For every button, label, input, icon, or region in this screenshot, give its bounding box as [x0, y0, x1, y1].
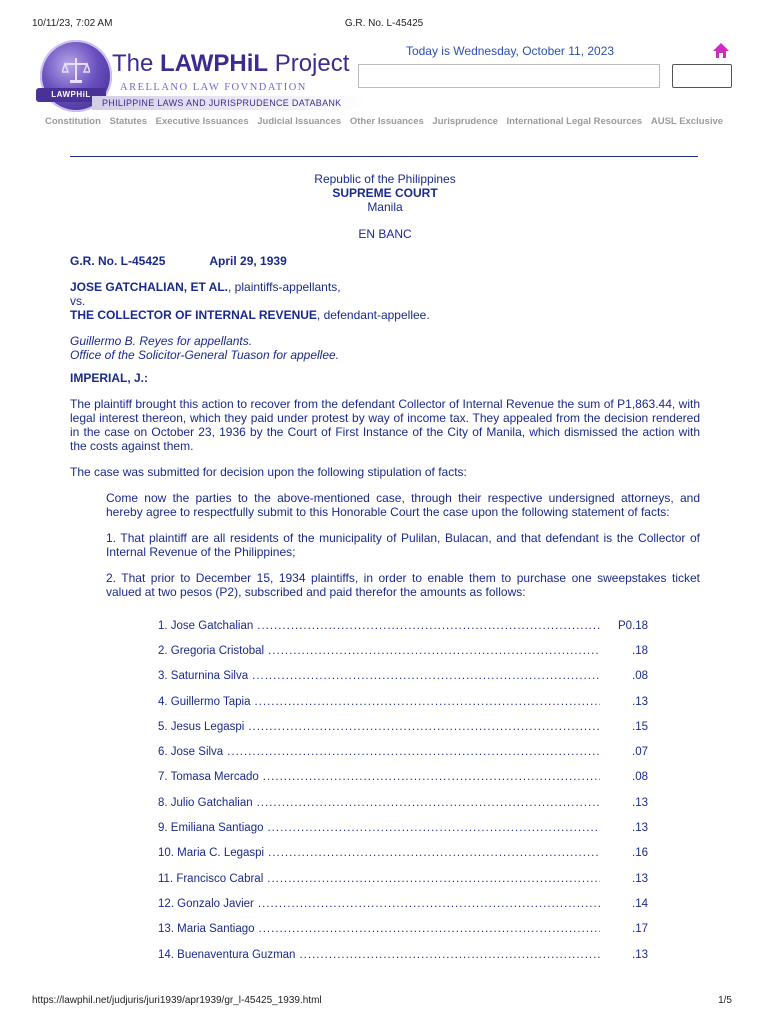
division-heading: EN BANC	[358, 227, 412, 241]
list-item: 14. Buenaventura Guzman ..... .13	[158, 942, 648, 967]
list-item: 1. Jose Gatchalian ..... P0.18	[158, 613, 648, 638]
list-item: 11. Francisco Cabral ..... .13	[158, 866, 648, 891]
list-item: 12. Gonzalo Javier ..... .14	[158, 891, 648, 916]
search-input[interactable]	[358, 64, 660, 88]
list-item: 4. Guillermo Tapia ..... .13	[158, 689, 648, 714]
today-date: Today is Wednesday, October 11, 2023	[405, 44, 615, 58]
contribution-list	[158, 613, 648, 967]
main-nav	[0, 116, 768, 127]
nav-statutes[interactable]: Statutes	[109, 116, 148, 127]
nav-ausl-exclusive[interactable]: AUSL Exclusive	[650, 116, 724, 127]
list-item: 13. Maria Santiago ..... .17	[158, 917, 648, 942]
stipulation-intro: Come now the parties to the above-mentioned case, through their respective undersigned attorneys, and hereby agree to respectfully submit to this Honorable Court the case upon the following statement of facts:	[106, 491, 700, 519]
list-item: 3. Saturnina Silva ..... .08	[158, 664, 648, 689]
decision-date: April 29, 1939	[209, 254, 287, 268]
scales-of-justice-icon	[62, 56, 90, 86]
site-title: The LAWPHiL Project	[112, 50, 350, 77]
case-line	[70, 254, 700, 268]
nav-judicial-issuances[interactable]: Judicial Issuances	[257, 116, 342, 127]
versus: vs.	[70, 294, 86, 308]
party-appellee: THE COLLECTOR OF INTERNAL REVENUE, defendant-appellee.	[70, 308, 430, 322]
lawphil-logo[interactable]	[36, 38, 366, 114]
city-heading: Manila	[367, 200, 403, 214]
print-title: G.R. No. L-45425	[344, 18, 424, 29]
stipulation-fact-2: 2. That prior to December 15, 1934 plaintiffs, in order to enable them to purchase one sweepstakes ticket valued at two pesos (P2), subscribed and paid therefor the amounts as follows:	[106, 571, 700, 599]
nav-executive-issuances[interactable]: Executive Issuances	[155, 116, 249, 127]
print-page-number: 1/5	[718, 995, 732, 1006]
counsel-appellants: Guillermo B. Reyes for appellants.	[70, 334, 253, 348]
paragraph-1: The plaintiff brought this action to recover from the defendant Collector of Internal Revenue the sum of P1,863.44, with legal interest thereon, which they paid under protest by way of income tax. They appealed from the decision rendered in the case on October 23, 1936 by the Court of First Instance of the City of Manila, which dismissed the action with the costs against them.	[70, 397, 700, 453]
stipulation-quote	[106, 491, 700, 599]
seal-label: LAWPHiL	[36, 88, 106, 102]
party-appellants: JOSE GATCHALIAN, ET AL., plaintiffs-appellants,	[70, 280, 341, 294]
list-item: 7. Tomasa Mercado ..... .08	[158, 765, 648, 790]
stipulation-fact-1: 1. That plaintiff are all residents of the municipality of Pulilan, Bulacan, and that defendant is the Collector of Internal Revenue of the Philippines;	[106, 531, 700, 559]
gr-number: G.R. No. L-45425	[70, 254, 166, 268]
print-datetime: 10/11/23, 7:02 AM	[32, 18, 113, 29]
paragraph-2: The case was submitted for decision upon the following stipulation of facts:	[70, 465, 467, 479]
nav-constitution[interactable]: Constitution	[44, 116, 101, 127]
foundation-name: ARELLANO LAW FOVNDATION	[120, 82, 307, 93]
list-item: 2. Gregoria Cristobal ..... .18	[158, 638, 648, 663]
header-divider	[70, 156, 698, 157]
nav-jurisprudence[interactable]: Jurisprudence	[432, 116, 498, 127]
list-item: 8. Julio Gatchalian ..... .13	[158, 790, 648, 815]
list-item: 10. Maria C. Legaspi ..... .16	[158, 841, 648, 866]
list-item: 6. Jose Silva ..... .07	[158, 739, 648, 764]
counsel-appellee: Office of the Solicitor-General Tuason for appellee.	[70, 348, 340, 362]
databank-label: PHILIPPINE LAWS AND JURISPRUDENCE DATABANK	[92, 96, 366, 110]
search-button[interactable]	[672, 64, 732, 88]
list-item: 9. Emiliana Santiago ..... .13	[158, 815, 648, 840]
home-icon[interactable]	[712, 42, 730, 60]
republic-heading: Republic of the Philippines	[314, 172, 456, 186]
print-url[interactable]: https://lawphil.net/judjuris/juri1939/apr1939/gr_l-45425_1939.html	[32, 995, 322, 1006]
ponente: IMPERIAL, J.:	[70, 371, 149, 385]
list-item: 5. Jesus Legaspi ..... .15	[158, 714, 648, 739]
court-heading: SUPREME COURT	[332, 186, 438, 200]
decision-document	[70, 172, 700, 967]
nav-other-issuances[interactable]: Other Issuances	[349, 116, 424, 127]
nav-international-legal-resources[interactable]: International Legal Resources	[506, 116, 643, 127]
